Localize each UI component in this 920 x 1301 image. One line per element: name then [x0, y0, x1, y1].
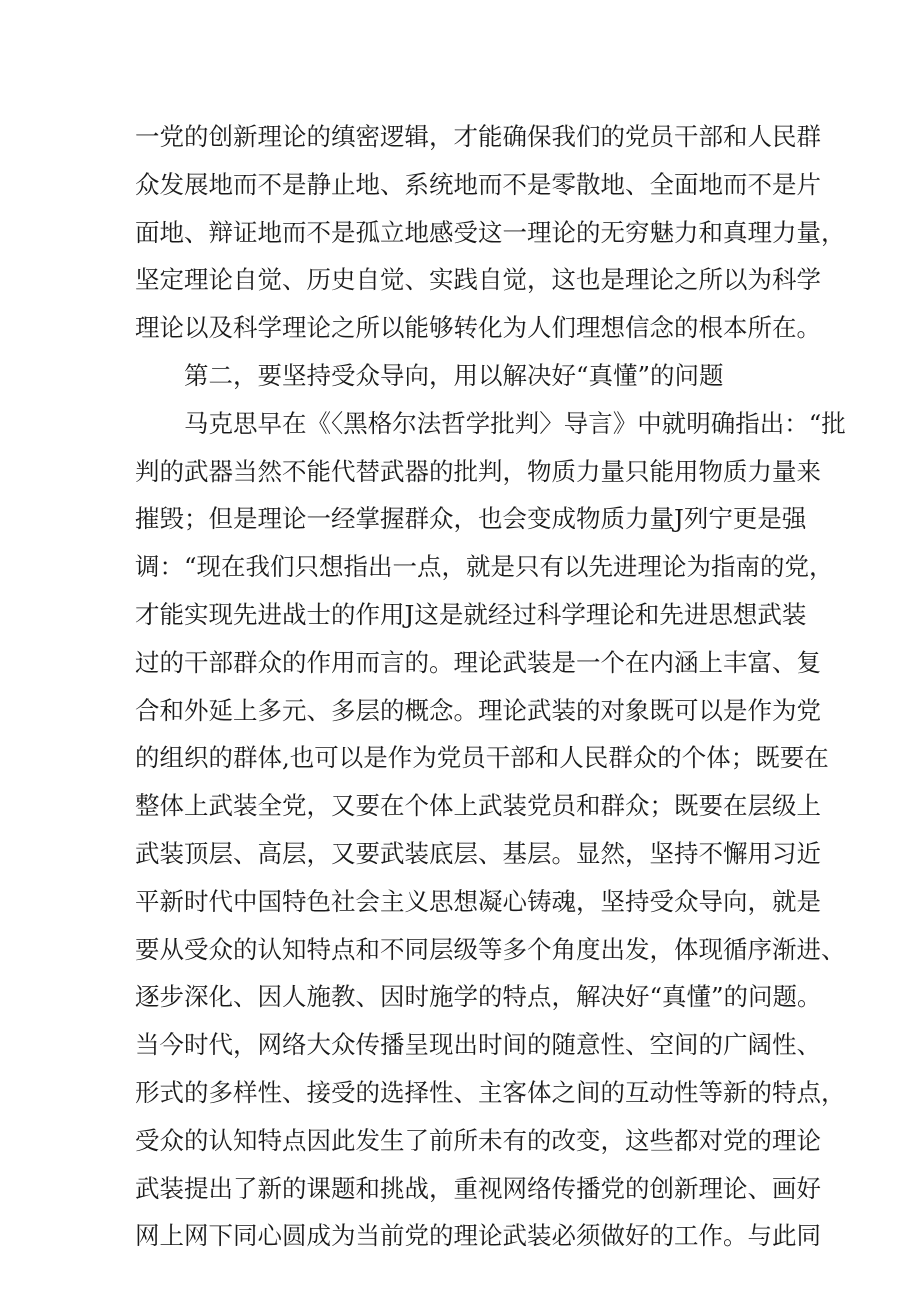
- text-line: 受众的认知特点因此发生了前所未有的改变，这些都对党的理论: [135, 1125, 821, 1155]
- text-line: 摧毁；但是理论一经掌握群众，也会变成物质力量J列宁更是强: [135, 504, 807, 534]
- text-line: 判的武器当然不能代替武器的批判，物质力量只能用物质力量来: [135, 456, 821, 486]
- text-line: 当今时代，网络大众传播呈现出时间的随意性、空间的广阔性、: [135, 1030, 821, 1060]
- text-line: 理论以及科学理论之所以能够转化为人们理想信念的根本所在。: [135, 313, 821, 343]
- text-line: 调：“现在我们只想指出一点，就是只有以先进理论为指南的党，: [135, 552, 834, 582]
- text-line: 才能实现先进战士的作用J这是就经过科学理论和先进思想武装: [135, 599, 807, 629]
- text-line: 坚定理论自觉、历史自觉、实践自觉，这也是理论之所以为科学: [135, 265, 821, 295]
- text-line: 面地、辩证地而不是孤立地感受这一理论的无穷魅力和真理力量，: [135, 217, 846, 247]
- text-line: 逐步深化、因人施教、因时施学的特点，解决好“真懂”的问题。: [135, 982, 822, 1012]
- text-line: 整体上武装全党，又要在个体上武装党员和群众；既要在层级上: [135, 791, 821, 821]
- text-line: 马克思早在《〈黑格尔法哲学批判〉导言》中就明确指出：“批: [184, 408, 846, 438]
- body-text: [135, 113, 846, 1260]
- text-line: 要从受众的认知特点和不同层级等多个角度出发，体现循序渐进、: [135, 934, 846, 964]
- text-line: 的组织的群体,也可以是作为党员干部和人民群众的个体；既要在: [135, 743, 829, 773]
- text-line: 合和外延上多元、多层的概念。理论武装的对象既可以是作为党: [135, 695, 821, 725]
- text-line: 一党的创新理论的缜密逻辑，才能确保我们的党员干部和人民群: [135, 122, 821, 151]
- text-line: 第二，要坚持受众导向，用以解决好“真懂”的问题: [184, 360, 724, 390]
- text-line: 武装顶层、高层，又要武装底层、基层。显然，坚持不懈用习近: [135, 838, 821, 868]
- text-line: 形式的多样性、接受的选择性、主客体之间的互动性等新的特点，: [135, 1077, 846, 1107]
- text-line: 平新时代中国特色社会主义思想凝心铸魂，坚持受众导向，就是: [135, 886, 821, 916]
- text-line: 过的干部群众的作用而言的。理论武装是一个在内涵上丰富、复: [135, 647, 821, 677]
- text-line: 武装提出了新的课题和挑战，重视网络传播党的创新理论、画好: [135, 1173, 821, 1203]
- text-line: 网上网下同心圆成为当前党的理论武装必须做好的工作。与此同: [135, 1221, 821, 1251]
- text-line: 众发展地而不是静止地、系统地而不是零散地、全面地而不是片: [135, 169, 821, 199]
